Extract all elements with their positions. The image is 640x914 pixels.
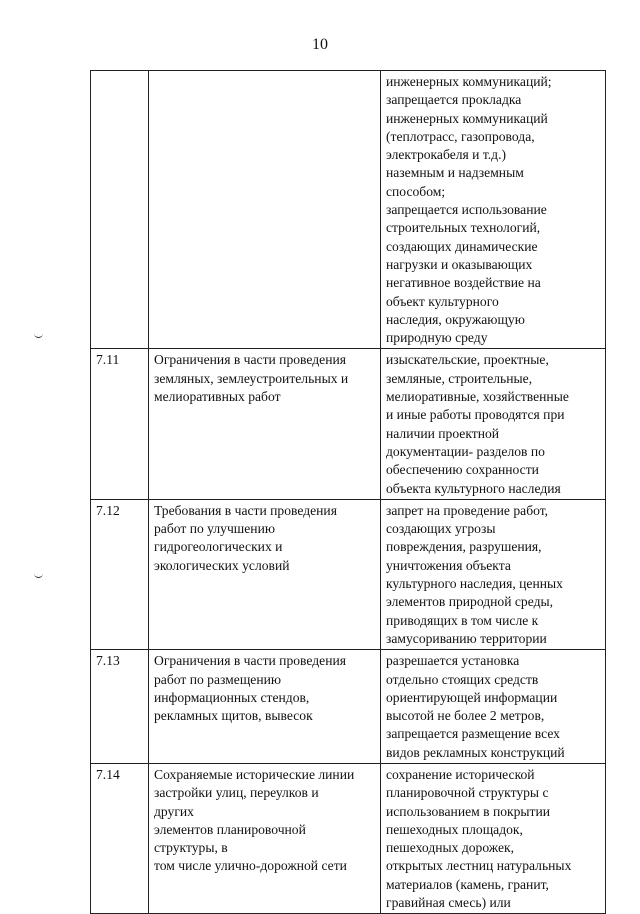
table-row [91,349,606,499]
restriction-requirement: инженерных коммуникаций; запрещается прокладка инженерных коммуникаций (теплотрасс, газопровода, электрокабеля и т.д.) наземным и надземным способом; запрещается использование строительных технологий, создающих динамические нагрузки и оказывающих негативное воздействие на объект культурного наследия, окружающую природную среду [381,71,606,349]
page-number: 10 [312,36,328,53]
restriction-name: Ограничения в части проведения работ по размещению информационных стендов, рекламных щитов, вывесок [149,650,381,764]
requirements-table [90,70,606,914]
restriction-name: Требования в части проведения работ по улучшению гидрогеологических и экологических условий [149,499,381,649]
restriction-name: Ограничения в части проведения земляных, землеустроительных и мелиоративных работ [149,349,381,499]
restriction-requirement: запрет на проведение работ, создающих угрозы повреждения, разрушения, уничтожения объекта культурного наследия, ценных элементов природной среды, приводящих в том числе к замусориванию территории [381,499,606,649]
restriction-requirement: разрешается установка отдельно стоящих средств ориентирующей информации высотой не более 2 метров, запрещается размещение всех видов рекламных конструкций [381,650,606,764]
table-row [91,650,606,764]
row-number [91,71,149,349]
restriction-requirement: сохранение исторической планировочной структуры с использованием в покрытии пешеходных площадок, пешеходных дорожек, открытых лестниц натуральных материалов (камень, гранит, гравийная смесь) или [381,763,606,913]
restriction-requirement: изыскательские, проектные, земляные, строительные, мелиоративные, хозяйственные и иные работы проводятся при наличии проектной документации- разделов по обеспечению сохранности объекта культурного наследия [381,349,606,499]
row-number: 7.11 [91,349,149,499]
table-row [91,763,606,913]
row-number: 7.13 [91,650,149,764]
row-number: 7.14 [91,763,149,913]
row-number: 7.12 [91,499,149,649]
table-row [91,71,606,349]
binding-mark [34,573,43,578]
binding-mark [34,333,43,338]
restriction-name: Сохраняемые исторические линии застройки улиц, переулков и других элементов планировочной структуры, в том числе улично-дорожной сети [149,763,381,913]
table-row [91,499,606,649]
restriction-name [149,71,381,349]
